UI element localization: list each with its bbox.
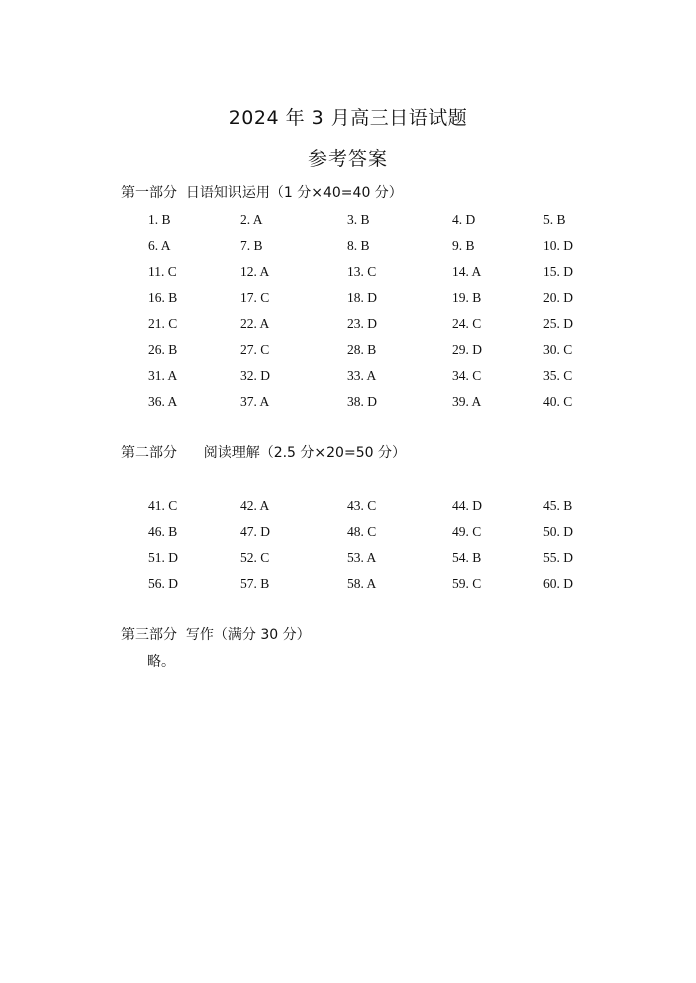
answer-item: 51. D (148, 550, 178, 565)
section-heading-part2: 第二部分 阅读理解（2.5 分×20=50 分） (121, 445, 406, 461)
answer-item: 6. A (148, 238, 171, 253)
answer-row (0, 211, 696, 237)
answer-item: 22. A (240, 316, 270, 331)
answer-item: 57. B (240, 576, 270, 591)
answer-row (0, 393, 696, 419)
answer-row (0, 263, 696, 289)
answer-item: 27. C (240, 342, 270, 357)
answer-row (0, 497, 696, 523)
answer-item: 13. C (347, 264, 377, 279)
answer-item: 4. D (452, 212, 476, 227)
answer-item: 60. D (543, 576, 573, 591)
document-title: 2024 年 3 月高三日语试题 (228, 107, 468, 129)
answer-item: 12. A (240, 264, 270, 279)
answer-item: 11. C (148, 264, 177, 279)
answer-item: 21. C (148, 316, 178, 331)
answer-item: 3. B (347, 212, 370, 227)
answer-item: 19. B (452, 290, 482, 305)
answer-item: 36. A (148, 394, 178, 409)
answer-item: 42. A (240, 498, 270, 513)
section-heading-part1: 第一部分 日语知识运用（1 分×40=40 分） (121, 185, 403, 201)
answer-item: 48. C (347, 524, 377, 539)
answer-item: 28. B (347, 342, 377, 357)
answer-item: 10. D (543, 238, 573, 253)
answer-item: 30. C (543, 342, 573, 357)
answer-item: 18. D (347, 290, 377, 305)
answer-item: 56. D (148, 576, 178, 591)
answer-item: 37. A (240, 394, 270, 409)
answer-item: 8. B (347, 238, 370, 253)
answer-item: 15. D (543, 264, 573, 279)
answer-item: 24. C (452, 316, 482, 331)
answer-item: 41. C (148, 498, 178, 513)
answer-item: 29. D (452, 342, 482, 357)
answer-item: 53. A (347, 550, 377, 565)
answer-grid-part2 (0, 497, 696, 601)
document-subtitle: 参考答案 (307, 148, 388, 170)
answer-item: 34. C (452, 368, 482, 383)
answer-row (0, 315, 696, 341)
answer-row (0, 289, 696, 315)
answer-item: 46. B (148, 524, 178, 539)
answer-item: 47. D (240, 524, 270, 539)
answer-item: 25. D (543, 316, 573, 331)
answer-item: 44. D (452, 498, 482, 513)
answer-row (0, 549, 696, 575)
answer-row (0, 523, 696, 549)
answer-item: 16. B (148, 290, 178, 305)
answer-item: 40. C (543, 394, 573, 409)
answer-item: 55. D (543, 550, 573, 565)
answer-item: 31. A (148, 368, 178, 383)
answer-item: 32. D (240, 368, 270, 383)
answer-row (0, 341, 696, 367)
answer-item: 26. B (148, 342, 178, 357)
answer-item: 20. D (543, 290, 573, 305)
answer-item: 43. C (347, 498, 377, 513)
section-note-part3: 略。 (147, 654, 175, 670)
answer-row (0, 237, 696, 263)
answer-item: 7. B (240, 238, 263, 253)
answer-item: 59. C (452, 576, 482, 591)
answer-item: 17. C (240, 290, 270, 305)
answer-row (0, 367, 696, 393)
answer-item: 2. A (240, 212, 263, 227)
answer-item: 38. D (347, 394, 377, 409)
section-heading-part3: 第三部分 写作（满分 30 分） (121, 627, 311, 643)
answer-item: 49. C (452, 524, 482, 539)
answer-item: 45. B (543, 498, 573, 513)
answer-item: 52. C (240, 550, 270, 565)
answer-item: 14. A (452, 264, 482, 279)
answer-grid-part1 (0, 211, 696, 419)
answer-item: 23. D (347, 316, 377, 331)
answer-item: 58. A (347, 576, 377, 591)
answer-item: 1. B (148, 212, 171, 227)
answer-row (0, 575, 696, 601)
answer-item: 9. B (452, 238, 475, 253)
answer-item: 39. A (452, 394, 482, 409)
answer-item: 50. D (543, 524, 573, 539)
answer-item: 5. B (543, 212, 566, 227)
answer-item: 33. A (347, 368, 377, 383)
answer-item: 35. C (543, 368, 573, 383)
answer-item: 54. B (452, 550, 482, 565)
